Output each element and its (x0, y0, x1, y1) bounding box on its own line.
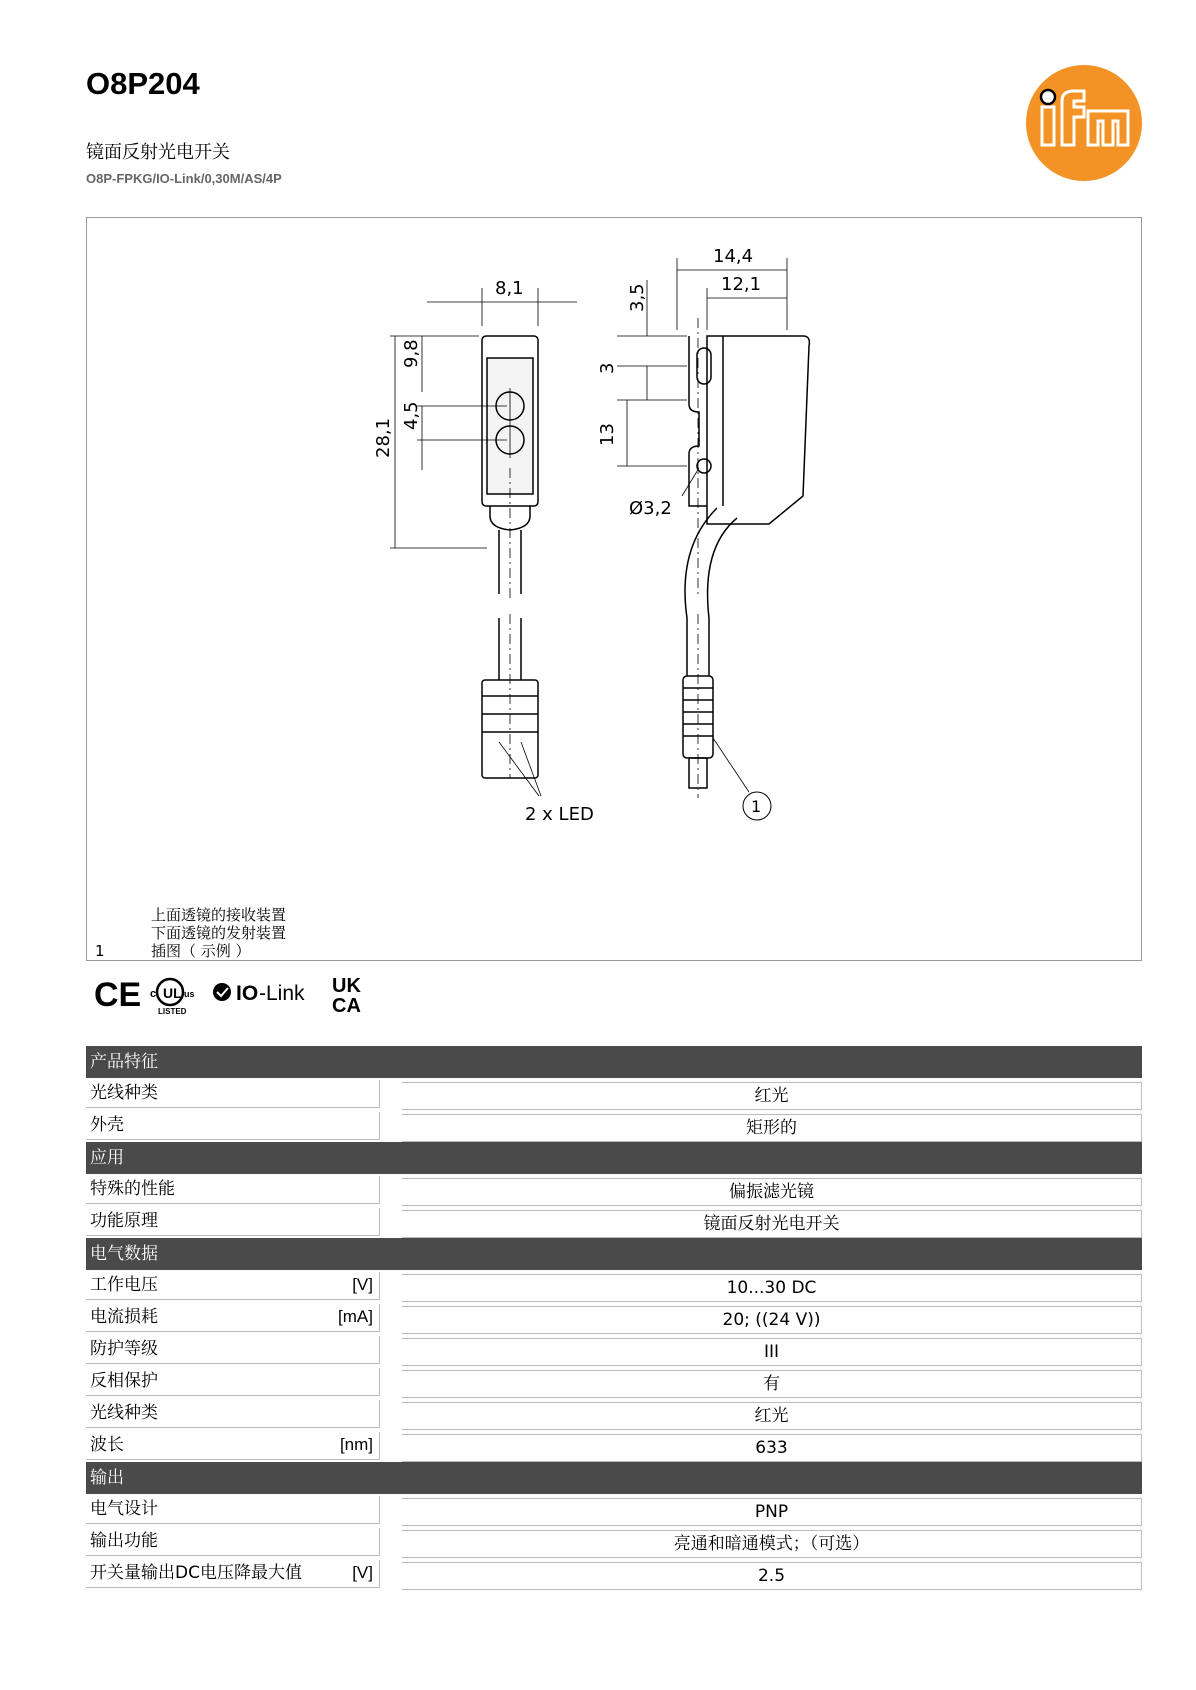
dim-4-5: 4,5 (401, 401, 422, 430)
legend-line: 下面透镜的发射装置 (151, 924, 287, 942)
spec-table (86, 1046, 1142, 1590)
row-unit: [V] (352, 1275, 373, 1294)
row-value: 红光 (402, 1402, 1142, 1430)
dimension-drawing (86, 217, 1142, 961)
dim-9-8: 9,8 (401, 339, 422, 368)
iolink-link: -Link (259, 982, 305, 1005)
ifm-logo (1026, 65, 1142, 181)
section-header: 应用 (86, 1142, 1142, 1174)
row-label: 工作电压 (90, 1275, 158, 1295)
row-value: 红光 (402, 1082, 1142, 1110)
table-row (86, 1110, 1142, 1142)
row-label: 光线种类 (90, 1403, 158, 1423)
table-row (86, 1206, 1142, 1238)
table-row (86, 1558, 1142, 1590)
legend-number: 1 (95, 942, 105, 960)
row-value: PNP (402, 1498, 1142, 1526)
table-row (86, 1494, 1142, 1526)
row-value: III (402, 1338, 1142, 1366)
ukca-bottom: CA (332, 995, 361, 1016)
row-label: 开关量输出DC电压降最大值 (90, 1563, 302, 1583)
product-subtitle: 镜面反射光电开关 (86, 142, 230, 163)
row-label: 防护等级 (90, 1339, 158, 1359)
row-value: 镜面反射光电开关 (402, 1210, 1142, 1238)
dim-12-1: 12,1 (721, 274, 762, 295)
section-header: 输出 (86, 1462, 1142, 1494)
table-row (86, 1078, 1142, 1110)
certification-marks (86, 972, 386, 1016)
ukca-top: UK (332, 975, 361, 997)
product-code: O8P-FPKG/IO-Link/0,30M/AS/4P (86, 171, 282, 186)
table-row (86, 1334, 1142, 1366)
ul-us: us (184, 989, 195, 999)
dim-3: 3 (597, 362, 618, 374)
table-row (86, 1366, 1142, 1398)
table-row (86, 1174, 1142, 1206)
dim-13: 13 (597, 423, 618, 446)
led-label: 2 x LED (525, 804, 594, 825)
row-value: 2.5 (402, 1562, 1142, 1590)
row-label: 输出功能 (90, 1531, 158, 1551)
row-unit: [mA] (338, 1307, 373, 1326)
ce-mark: CE (94, 976, 142, 1014)
table-row (86, 1398, 1142, 1430)
row-value: 10...30 DC (402, 1274, 1142, 1302)
dim-28-1: 28,1 (373, 417, 394, 458)
dim-dia-3-2: Ø3,2 (629, 498, 672, 519)
ul-listed: LISTED (158, 1007, 187, 1016)
row-label: 电流损耗 (90, 1307, 158, 1327)
row-unit: [nm] (339, 1435, 373, 1454)
product-title: O8P204 (86, 66, 200, 101)
iolink-io: IO (236, 982, 259, 1005)
table-row (86, 1430, 1142, 1462)
table-row (86, 1302, 1142, 1334)
row-label: 功能原理 (90, 1211, 158, 1231)
row-label: 特殊的性能 (90, 1179, 175, 1199)
row-label: 电气设计 (90, 1499, 158, 1519)
row-value: 633 (402, 1434, 1142, 1462)
row-label: 波长 (90, 1435, 124, 1455)
row-value: 有 (402, 1370, 1142, 1398)
row-unit: [V] (352, 1563, 373, 1582)
legend-line: 插图（ 示例 ） (151, 942, 251, 960)
dim-14-4: 14,4 (713, 246, 754, 267)
row-value: 偏振滤光镜 (402, 1178, 1142, 1206)
row-label: 光线种类 (90, 1083, 158, 1103)
legend-line: 上面透镜的接收装置 (151, 906, 287, 924)
table-row (86, 1526, 1142, 1558)
ul-c: c (150, 988, 157, 1000)
row-value: 亮通和暗通模式；（可选） (402, 1530, 1142, 1558)
callout-1: 1 (751, 797, 762, 816)
table-row (86, 1270, 1142, 1302)
row-value: 矩形的 (402, 1114, 1142, 1142)
row-label: 反相保护 (90, 1371, 158, 1391)
dim-8-1: 8,1 (495, 278, 524, 299)
drawing-svg (87, 218, 1143, 962)
dim-3-5: 3,5 (627, 283, 648, 312)
svg-text:UL: UL (163, 985, 182, 1001)
section-header: 电气数据 (86, 1238, 1142, 1270)
row-value: 20; ((24 V)) (402, 1306, 1142, 1334)
row-label: 外壳 (90, 1115, 124, 1135)
section-header: 产品特征 (86, 1046, 1142, 1078)
